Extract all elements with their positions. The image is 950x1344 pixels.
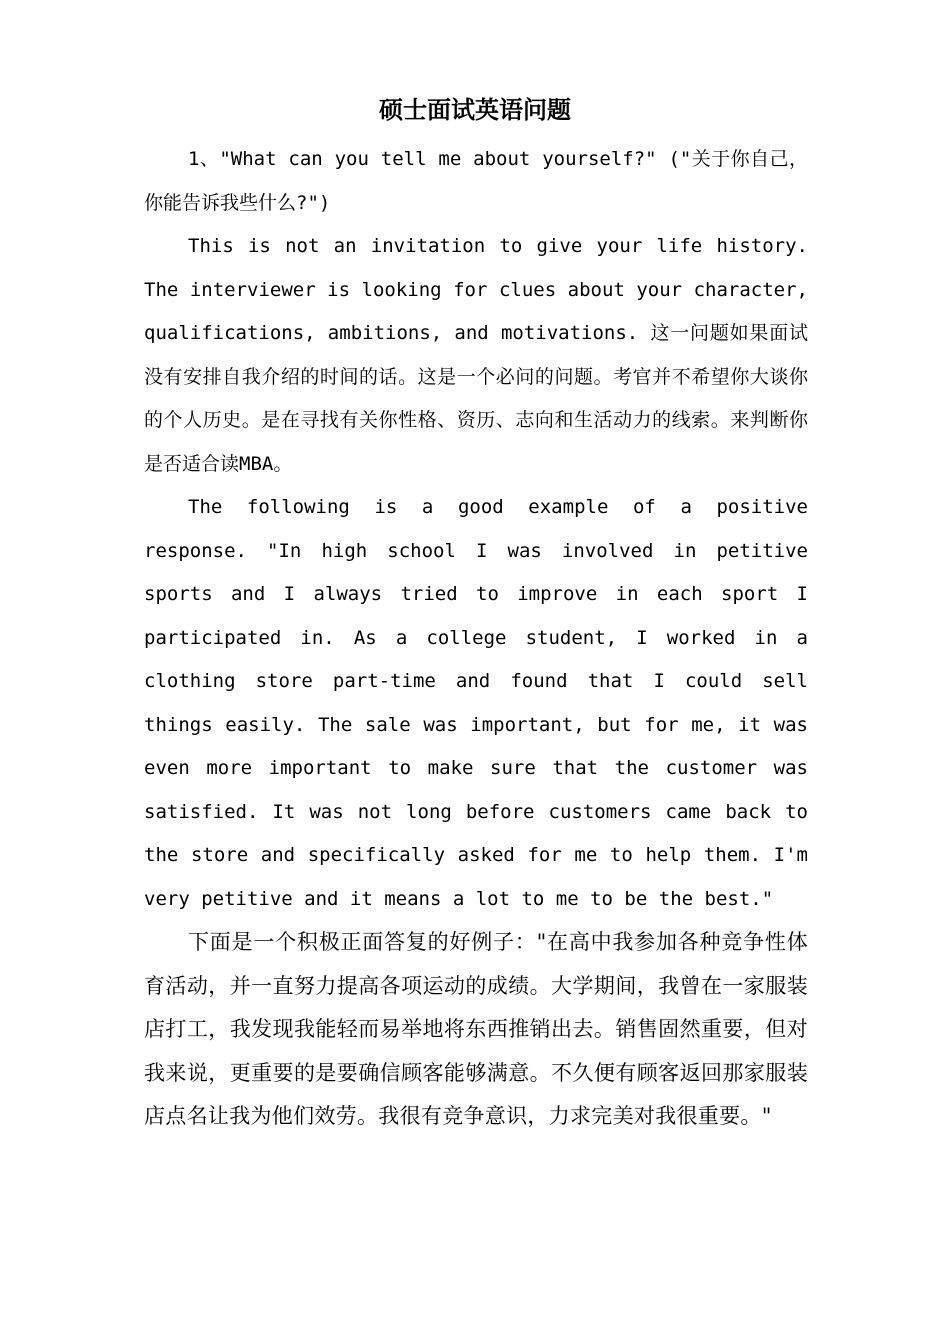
question-paragraph: 1、"What can you tell me about yourself?" ("关于你自己，你能告诉我些什么?") bbox=[144, 148, 808, 214]
example-response-paragraph: The following is a good example of a positive response. "In high school I was involved in petitive sports and I always tried to improve in each sport I participated in. As a college student, I worked in a clothing store part-time and found that I could sell things easily. The sale was important, but for me, it was even more important to make sure that the customer was satisfied. It was not long before customers came back to the store and specifically asked for me to help them. I'm very petitive and it means a lot to me to be the best." bbox=[144, 496, 808, 910]
example-translation-paragraph: 下面是一个积极正面答复的好例子："在高中我参加各种竞争性体育活动，并一直努力提高各项运动的成绩。大学期间，我曾在一家服装店打工，我发现我能轻而易举地将东西推销出去。销售固然重要，但对我来说，更重要的是要确信顾客能够满意。不久便有顾客返回那家服装店点名让我为他们效劳。我很有竞争意识，力求完美对我很重要。" bbox=[144, 930, 808, 1128]
document-body bbox=[144, 138, 808, 1139]
document-title: 硕士面试英语问题 bbox=[379, 95, 571, 124]
explanation-paragraph: This is not an invitation to give your life history. The interviewer is looking for clues about your character, qualifications, ambitions, and motivations. 这一问题如果面试没有安排自我介绍的时间的话。这是一个必问的问题。考官并不希望你大谈你的个人历史。是在寻找有关你性格、资历、志向和生活动力的线索。来判断你是否适合读MBA。 bbox=[144, 235, 808, 475]
